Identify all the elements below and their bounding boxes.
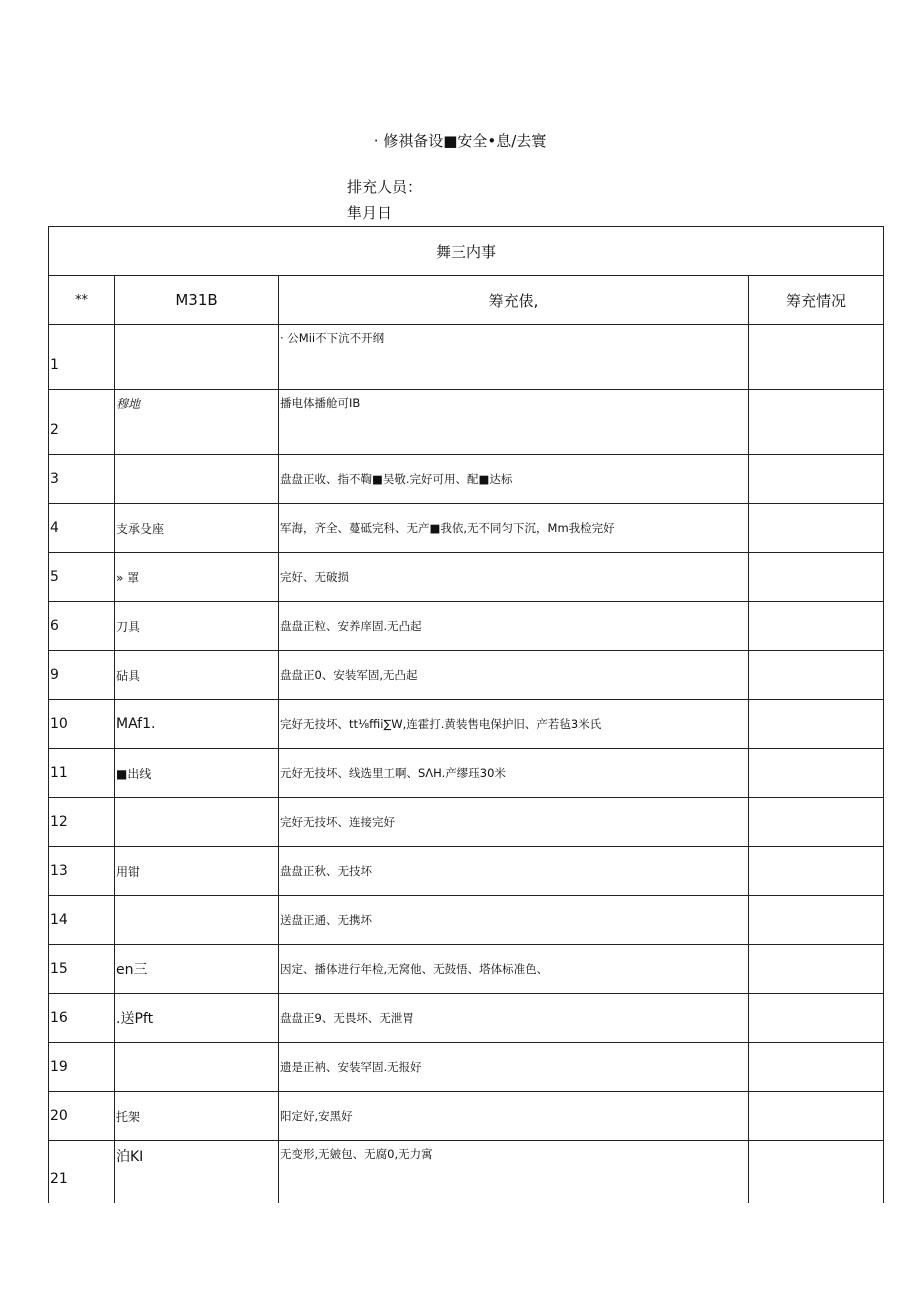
table-row	[49, 553, 884, 602]
row-standard: 完好无技坏、连接完好	[279, 798, 749, 847]
row-no: 6	[49, 602, 115, 651]
row-result[interactable]	[749, 896, 884, 945]
row-item: 泊KI	[115, 1141, 279, 1204]
row-no: 1	[49, 325, 115, 390]
row-no: 2	[49, 390, 115, 455]
table-row	[49, 896, 884, 945]
inspector-label: 排充人员：	[347, 178, 423, 196]
row-item: 穆地	[115, 390, 279, 455]
row-no: 20	[49, 1092, 115, 1141]
row-no: 19	[49, 1043, 115, 1092]
row-result[interactable]	[749, 390, 884, 455]
row-no: 9	[49, 651, 115, 700]
row-standard: 因定、播体进行年检,无窝他、无鼓悟、塔体标准色、	[279, 945, 749, 994]
row-item	[115, 896, 279, 945]
row-no: 12	[49, 798, 115, 847]
row-result[interactable]	[749, 553, 884, 602]
row-result[interactable]	[749, 455, 884, 504]
document-title: · 修祺备设■安全•息/去寰	[373, 132, 547, 150]
row-item: 托架	[115, 1092, 279, 1141]
row-item: ■出线	[115, 749, 279, 798]
row-no: 15	[49, 945, 115, 994]
row-no: 10	[49, 700, 115, 749]
row-standard: 盘盘正收、指不鞫■吴敬.完好可用、配■达标	[279, 455, 749, 504]
row-result[interactable]	[749, 651, 884, 700]
row-result[interactable]	[749, 700, 884, 749]
row-item	[115, 1043, 279, 1092]
row-result[interactable]	[749, 798, 884, 847]
row-standard: 送盘正通、无携坏	[279, 896, 749, 945]
row-result[interactable]	[749, 325, 884, 390]
table-row	[49, 325, 884, 390]
table-row	[49, 504, 884, 553]
table-row	[49, 798, 884, 847]
row-item: » 罩	[115, 553, 279, 602]
row-standard: 完好无技坏、tt⅛ffii∑W,连霍打.黄装售电保护旧、产若毡3米氏	[279, 700, 749, 749]
table-row	[49, 651, 884, 700]
row-result[interactable]	[749, 749, 884, 798]
row-item: MAf1.	[115, 700, 279, 749]
table-row	[49, 1092, 884, 1141]
row-no: 14	[49, 896, 115, 945]
row-standard: 完好、无破损	[279, 553, 749, 602]
row-no: 16	[49, 994, 115, 1043]
row-result[interactable]	[749, 1141, 884, 1204]
row-item: .送Pft	[115, 994, 279, 1043]
header-result: 筹充情况	[749, 276, 884, 325]
row-no: 4	[49, 504, 115, 553]
row-no: 13	[49, 847, 115, 896]
row-standard: 军海，齐全、蔓砥完科、无产■我依,无不同匀下沉，Mm我检完好	[279, 504, 749, 553]
row-no: 21	[49, 1141, 115, 1204]
table-row	[49, 455, 884, 504]
row-standard: 盘盘正粒、安养庠固.无凸起	[279, 602, 749, 651]
row-item	[115, 455, 279, 504]
row-result[interactable]	[749, 847, 884, 896]
row-result[interactable]	[749, 994, 884, 1043]
table-row	[49, 1141, 884, 1204]
table-row	[49, 945, 884, 994]
column-header-row	[49, 276, 884, 325]
row-no: 11	[49, 749, 115, 798]
table-row	[49, 700, 884, 749]
table-row	[49, 602, 884, 651]
row-standard: 阳定好,安黑好	[279, 1092, 749, 1141]
row-standard: 播电体播舱可IB	[279, 390, 749, 455]
row-standard: 盘盘正秋、无技坏	[279, 847, 749, 896]
row-standard: 无变形,无皴包、无腐0,无力寓	[279, 1141, 749, 1204]
row-item: 用钳	[115, 847, 279, 896]
section-title: 舞三内事	[49, 227, 884, 276]
row-item	[115, 798, 279, 847]
row-item: 支承殳座	[115, 504, 279, 553]
row-standard: 盘盘正9、无畏坏、无泄胃	[279, 994, 749, 1043]
row-no: 3	[49, 455, 115, 504]
table-row	[49, 847, 884, 896]
row-result[interactable]	[749, 504, 884, 553]
row-item: 砧具	[115, 651, 279, 700]
row-result[interactable]	[749, 1043, 884, 1092]
row-result[interactable]	[749, 1092, 884, 1141]
row-standard: 元好无技坏、线选里工啊、SΛH.产缪珏30米	[279, 749, 749, 798]
header-no: **	[49, 276, 115, 325]
table-row	[49, 390, 884, 455]
row-item	[115, 325, 279, 390]
header-item: M31B	[115, 276, 279, 325]
inspection-table	[48, 226, 884, 1203]
header-standard: 筹充俵,	[279, 276, 749, 325]
date-label: 隼月日	[347, 204, 393, 222]
row-standard: 遗是正衲、安装罕固.无报好	[279, 1043, 749, 1092]
table-row	[49, 1043, 884, 1092]
row-item: en三	[115, 945, 279, 994]
section-header-row	[49, 227, 884, 276]
row-standard: 盘盘正0、安装军固,无凸起	[279, 651, 749, 700]
row-result[interactable]	[749, 602, 884, 651]
row-item: 刀具	[115, 602, 279, 651]
row-standard: · 公Mii不下沆不开纲	[279, 325, 749, 390]
row-no: 5	[49, 553, 115, 602]
table-row	[49, 749, 884, 798]
table-row	[49, 994, 884, 1043]
row-result[interactable]	[749, 945, 884, 994]
